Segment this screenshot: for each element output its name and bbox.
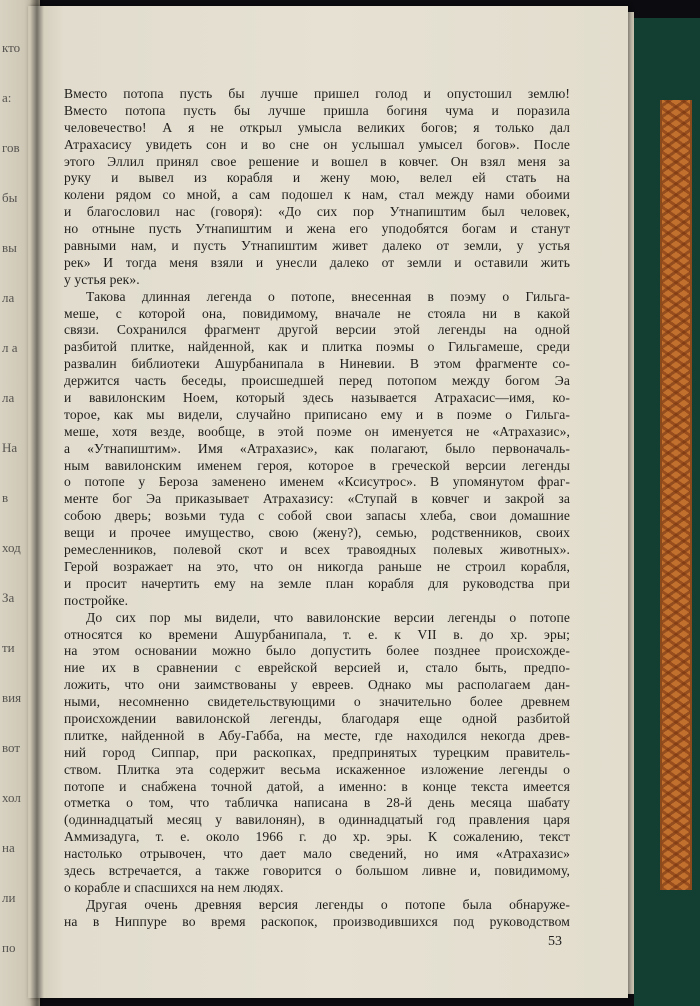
previous-page-fragment: л а xyxy=(2,340,18,355)
previous-page-fragment: по xyxy=(2,940,16,955)
text-line: торое, как мы видели, случайно приписано ему и в поэме о Гильга- xyxy=(64,406,570,422)
text-line: на в Ниппуре во время раскопок, производившихся под руководством xyxy=(64,913,570,929)
text-line: Атрахасису увидеть сон и во сне он услышал умысел богов». После xyxy=(64,136,570,152)
previous-page-fragment: гов xyxy=(2,140,20,155)
previous-page-fragment: а: xyxy=(2,90,12,105)
text-line: и просит начертить ему на земле план корабля для руководства при xyxy=(64,575,570,591)
text-line: у устья рек». xyxy=(64,271,140,287)
previous-page-fragment: бы xyxy=(2,190,18,205)
text-line: вещи и прочее имущество, свою (жену?), семью, родственников, своих xyxy=(64,525,570,541)
text-line: Аммизадуга, т. е. около 1966 г. до хр. эры. К сожалению, текст xyxy=(64,829,570,845)
text-line: собою дверь; возьми туда с собой свои запасы хлеба, свои домашние xyxy=(64,508,570,524)
previous-page-fragment: в xyxy=(2,490,9,505)
text-line: колени рядом со мной, а сам подошел к нам, стал между нами обоими xyxy=(64,187,570,203)
text-line: человечество! А я не открыл умысла великих богов; я только дал xyxy=(64,119,570,135)
text-line: а «Утнапиштим». Имя «Атрахазис», как полагают, было первоначаль- xyxy=(64,440,570,456)
body-text xyxy=(64,86,570,931)
previous-page-fragment: ли xyxy=(2,890,16,905)
text-line: потопе и снабжена точной датой, а именно: в конце текста имеется xyxy=(64,778,570,794)
text-line: относятся ко времени Ашурбанипала, т. е. к VII в. до хр. эры; xyxy=(64,626,570,642)
previous-page-fragment: вы xyxy=(2,240,17,255)
text-line: и благословил нас (говоря): «До сих пор Утнапиштим был человек, xyxy=(64,204,570,220)
text-line: постройке. xyxy=(64,592,129,608)
text-line: разбитой плитке, найденной, как и плитка поэмы о Гильгамеше, среди xyxy=(64,339,570,355)
text-line: меше, с которой она, повидимому, вначале не стояла ни в какой xyxy=(64,305,570,321)
text-line: о корабле и спасшихся на нем людях. xyxy=(64,879,284,895)
text-line: (одиннадцатый месяц у вавилонян), в одиннадцатый год правления царя xyxy=(64,812,570,828)
text-line: но отныне пусть Утнапиштим и жена его уподобятся богам и станут xyxy=(64,221,570,237)
text-line: меше, хотя везде, вообще, в этой поэме он именуется не «Атрахазис», xyxy=(64,423,570,439)
text-line: здесь встречается, а также говорится о большом ливне и, повидимому, xyxy=(64,862,570,878)
text-line: Такова длинная легенда о потопе, внесенная в поэму о Гильга- xyxy=(86,288,570,304)
text-line: связи. Сохранился фрагмент другой версии этой легенды на одной xyxy=(64,322,570,338)
text-line: ным вавилонским именем героя, которое в греческой версии легенды xyxy=(64,457,570,473)
page-gutter xyxy=(30,0,44,1006)
text-line: на этом основании можно было допустить более позднее происхожде- xyxy=(64,643,570,659)
text-line: равными нам, и пусть Утнапиштим живет далеко от земли, у устья xyxy=(64,238,570,254)
previous-page-fragment: ход xyxy=(2,540,21,555)
text-line: происхождении вавилонской легенды, благодаря еще одной разбитой xyxy=(64,710,570,726)
previous-page-fragment: кто xyxy=(2,40,21,55)
text-line: Вместо потопа пусть бы лучше пришла богиня чума и поразила xyxy=(64,102,570,118)
text-line: Вместо потопа пусть бы лучше пришел голод и опустошил землю! xyxy=(64,86,570,101)
text-line: менте бог Эа приказывает Атрахазису: «Ступай в ковчег и закрой за xyxy=(64,491,570,507)
text-line: руку и вывел из корабля и жену мою, велел ей стать на xyxy=(64,170,570,186)
previous-page-fragment: вия xyxy=(2,690,22,705)
text-line: развалин библиотеки Ашурбанипала в Ниневии. В этом фрагменте со- xyxy=(64,356,570,372)
previous-page-fragment: ти xyxy=(2,640,15,655)
text-line: ние их в сравнении с еврейской версией и, стало быть, предпо- xyxy=(64,660,570,676)
previous-page-fragment: на xyxy=(2,840,15,855)
text-line: ложить, что они заимствованы у евреев. Однако мы располагаем дан- xyxy=(64,677,570,693)
text-line: ремесленников, полевой скот и всех травоядных полевых животных». xyxy=(64,542,570,558)
previous-page-fragment: ла xyxy=(2,390,15,405)
text-line: ний город Сиппар, при раскопках, предпринятых турецким правитель- xyxy=(64,744,570,760)
previous-page-fragment: За xyxy=(2,590,15,605)
text-line: рек» И тогда меня взяли и унесли далеко от земли и оставили жить xyxy=(64,254,570,270)
text-line: Другая очень древняя версия легенды о потопе была обнаруже- xyxy=(86,896,570,912)
previous-page-fragment: На xyxy=(2,440,18,455)
text-line: отметка о том, что табличка написана в 28-й день месяца шабату xyxy=(64,795,570,811)
previous-page-fragment: вот xyxy=(2,740,21,755)
text-line: этого Эллил принял свое решение и вошел в ковчег. Он взял меня за xyxy=(64,153,570,169)
cover-ornament-edge xyxy=(660,100,692,890)
text-line: До сих пор мы видели, что вавилонские версии легенды о потопе xyxy=(86,609,570,625)
book-page xyxy=(28,6,628,998)
text-line: о потопе у Бероза заменено именем «Ксисутрос». В упомянутом фраг- xyxy=(64,474,570,490)
text-line: ством. Плитка эта содержит весьма искаженное изложение легенды о xyxy=(64,761,570,777)
text-line: держится часть беседы, происшедшей перед потопом между богом Эа xyxy=(64,373,570,389)
page-number: 53 xyxy=(548,934,562,949)
text-line: настолько отрывочен, что дает мало сведений, но имя «Атрахазис» xyxy=(64,846,570,862)
text-line: и вавилонским Ноем, который здесь называется Атрахасис—имя, ко- xyxy=(64,390,570,406)
previous-page-fragment: хол xyxy=(2,790,21,805)
text-line: плитке, найденной в Абу-Габба, на месте, где находился некогда древ- xyxy=(64,727,570,743)
text-line: Герой возражает на это, что он никогда раньше не строил корабля, xyxy=(64,558,570,574)
previous-page-fragment: ла xyxy=(2,290,15,305)
text-line: ными, несомненно свидетельствующими о значительно более древнем xyxy=(64,694,570,710)
